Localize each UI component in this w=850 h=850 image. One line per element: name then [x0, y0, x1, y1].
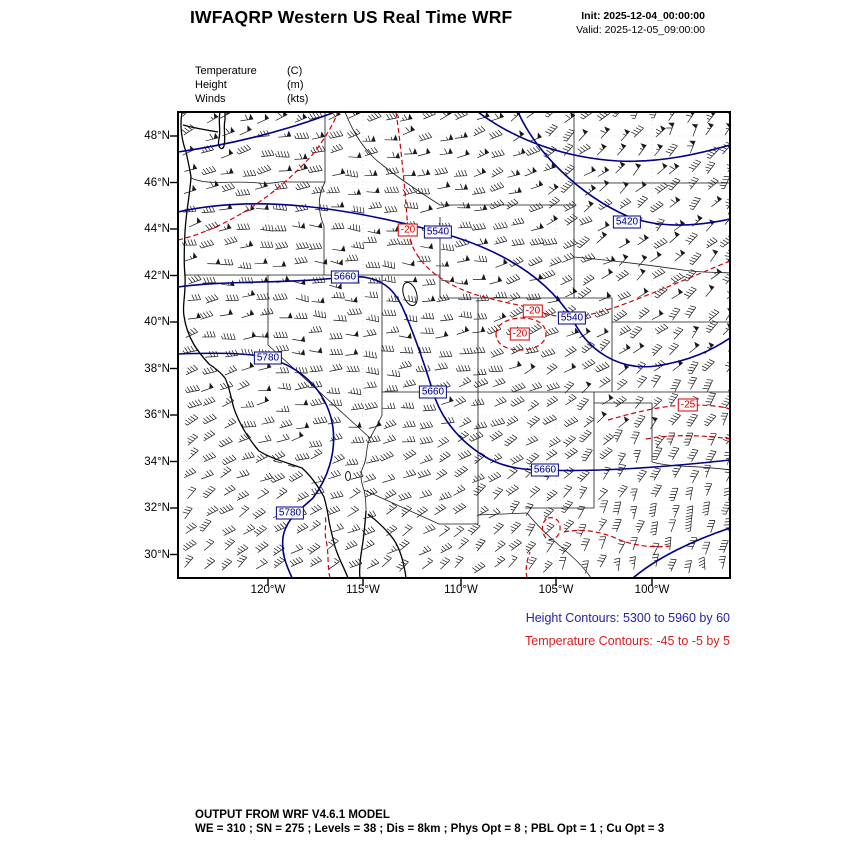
map-plot	[178, 112, 730, 578]
legend-row-height	[195, 78, 308, 92]
field-legend	[195, 64, 308, 106]
height-contour-label: 5780	[276, 507, 304, 520]
geography-layer	[181, 112, 730, 578]
lon-tick-label: 115°W	[346, 584, 380, 596]
lat-tick-label: 44°N	[144, 223, 170, 235]
temperature-contour-label: -20	[510, 328, 530, 341]
lon-tick-label: 105°W	[538, 584, 574, 596]
plot-title: IWFAQRP Western US Real Time WRF	[190, 7, 513, 27]
temperature-contour	[178, 112, 338, 240]
lat-tick-label: 42°N	[144, 269, 170, 282]
height-contour	[178, 353, 334, 578]
temperature-contour-caption: Temperature Contours: -45 to -5 by 5	[525, 634, 730, 648]
height-contour-label: 5660	[531, 464, 559, 477]
lat-tick-label: 48°N	[144, 130, 170, 142]
init-timestamp: Init: 2025-12-04_00:00:00	[581, 10, 705, 22]
lat-tick-label: 34°N	[144, 455, 170, 468]
height-contour-label: 5540	[424, 226, 452, 239]
height-contour	[178, 277, 730, 471]
legend-unit: (C)	[287, 65, 303, 77]
height-contour-caption: Height Contours: 5300 to 5960 by 60	[525, 611, 730, 625]
latlon-gridlines	[178, 112, 730, 578]
height-contour-label: 5540	[558, 312, 586, 325]
height-contour-label: 5780	[254, 352, 282, 365]
model-version-line: OUTPUT FROM WRF V4.6.1 MODEL	[195, 809, 390, 821]
salton-sea	[346, 472, 351, 481]
wind-barb-layer	[180, 105, 738, 574]
model-config-line: WE = 310 ; SN = 275 ; Levels = 38 ; Dis = 8km ; Phys Opt = 8 ; PBL Opt = 1 ; Cu Opt = 3	[195, 823, 665, 835]
init-valid-block	[576, 10, 705, 37]
height-contour-label: 5660	[419, 386, 447, 399]
great-salt-lake	[400, 281, 420, 308]
temperature-contour-label: -20	[523, 305, 543, 318]
temperature-contour	[396, 112, 730, 317]
height-contour	[478, 112, 730, 161]
lon-tick-label: 120°W	[250, 584, 286, 596]
legend-row-winds	[195, 92, 308, 106]
temperature-contour-label: -25	[678, 399, 698, 412]
height-contour	[178, 112, 335, 152]
height-contour	[633, 528, 730, 578]
height-contour-label: 5660	[331, 271, 359, 284]
legend-row-temperature	[195, 64, 308, 78]
lat-tick-label: 30°N	[144, 548, 170, 561]
lat-tick-label: 38°N	[144, 362, 170, 375]
contour-captions	[525, 607, 730, 653]
legend-unit: (m)	[287, 79, 304, 91]
height-contour-label: 5420	[613, 216, 641, 229]
map-canvas	[178, 112, 730, 578]
wind-barb-staffs	[180, 105, 738, 574]
valid-timestamp: Valid: 2025-12-05_09:00:00	[576, 23, 705, 36]
lat-tick-label: 40°N	[144, 316, 170, 328]
temperature-contour	[608, 405, 730, 439]
legend-label: Temperature	[195, 65, 257, 77]
model-footer	[195, 808, 664, 836]
lon-tick-label: 100°W	[634, 584, 670, 596]
lat-tick-label: 32°N	[144, 502, 170, 514]
legend-unit: (kts)	[287, 93, 309, 105]
puget-sound	[183, 112, 225, 149]
lat-tick-label: 46°N	[144, 176, 170, 189]
legend-label: Height	[195, 79, 227, 91]
temperature-contour-label: -20	[398, 224, 418, 237]
lat-tick-label: 36°N	[144, 409, 170, 421]
legend-label: Winds	[195, 93, 226, 105]
state-borders	[184, 112, 730, 578]
lon-tick-label: 110°W	[444, 584, 478, 596]
